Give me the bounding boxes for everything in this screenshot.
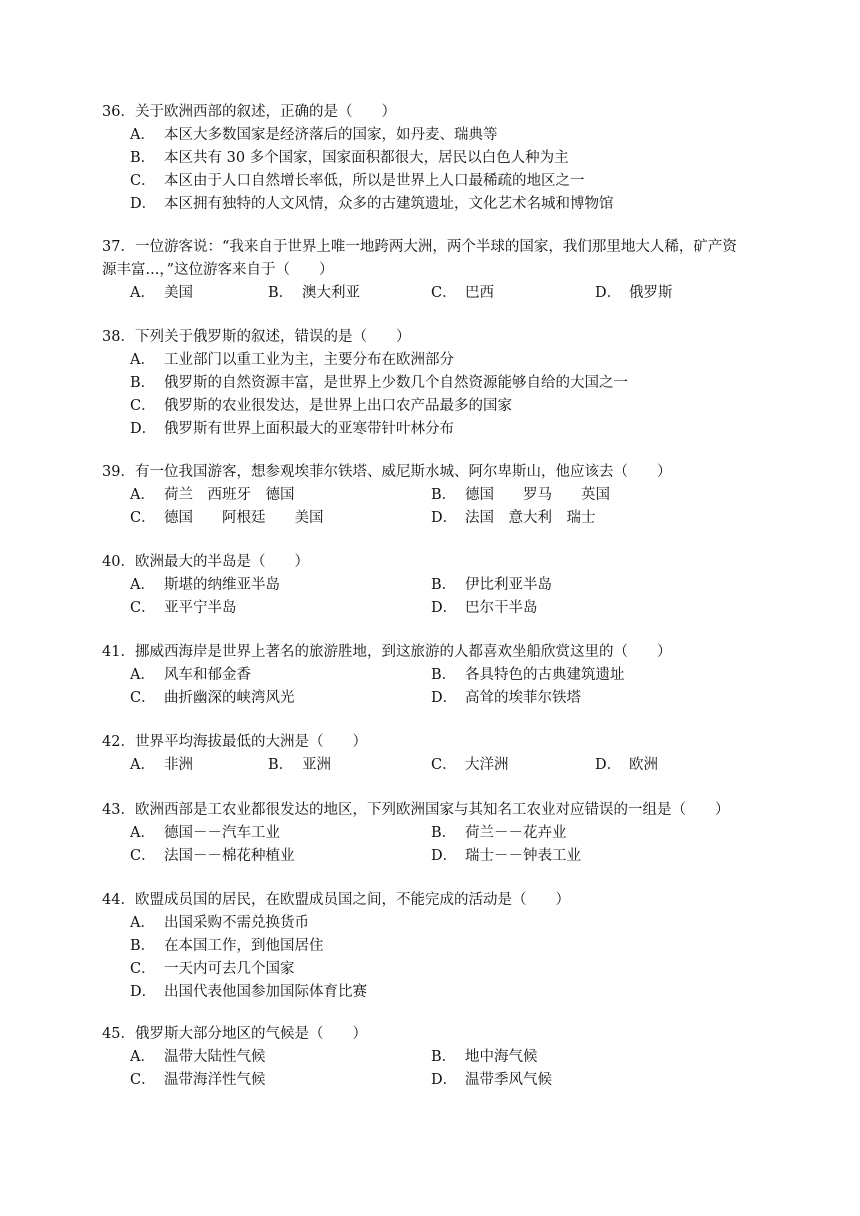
option-d <box>431 1069 552 1092</box>
options-list <box>130 349 762 441</box>
option-text: 高耸的埃菲尔铁塔 <box>465 690 581 706</box>
option-d <box>595 282 673 305</box>
option-text: 欧洲 <box>629 757 658 773</box>
option-text: 巴西 <box>465 285 494 301</box>
question-stem: 45．俄罗斯大部分地区的气候是（ ） <box>102 1026 367 1042</box>
options-row <box>130 1069 762 1092</box>
option-text: 本区大多数国家是经济落后的国家，如丹麦、瑞典等 <box>164 127 498 143</box>
option-letter: B． <box>130 150 156 166</box>
option-c <box>431 754 509 777</box>
option-letter: A． <box>130 757 155 773</box>
options-row <box>130 845 762 868</box>
option-letter: C． <box>130 510 156 526</box>
option-letter: D． <box>431 848 458 864</box>
option-text: 荷兰 西班牙 德国 <box>164 487 295 503</box>
option-text: 俄罗斯的自然资源丰富，是世界上少数几个自然资源能够自给的大国之一 <box>164 375 628 391</box>
option-text: 德国－－汽车工业 <box>164 825 280 841</box>
option-letter: B． <box>431 487 457 503</box>
option-text: 德国 罗马 英国 <box>465 487 610 503</box>
option-text: 非洲 <box>164 757 193 773</box>
option-a <box>130 349 762 372</box>
question-q39 <box>102 461 762 530</box>
option-letter: D． <box>130 421 157 437</box>
option-text: 法国－－棉花种植业 <box>164 848 295 864</box>
options-row <box>130 687 762 710</box>
question-q41 <box>102 641 762 710</box>
option-c <box>130 395 762 418</box>
option-text: 本区由于人口自然增长率低，所以是世界上人口最稀疏的地区之一 <box>164 173 585 189</box>
options-list <box>130 754 762 777</box>
option-letter: A． <box>130 577 155 593</box>
option-letter: B． <box>268 285 294 301</box>
options-list <box>130 912 762 1004</box>
question-q36 <box>102 101 762 216</box>
option-letter: D． <box>431 1072 458 1088</box>
option-letter: C． <box>130 398 156 414</box>
option-d <box>130 981 762 1004</box>
option-text: 澳大利亚 <box>302 285 360 301</box>
question-q37 <box>102 236 762 305</box>
option-text: 德国 阿根廷 美国 <box>164 510 324 526</box>
option-text: 巴尔干半岛 <box>465 600 538 616</box>
option-a <box>130 574 280 597</box>
option-d <box>130 418 762 441</box>
option-text: 伊比利亚半岛 <box>465 577 552 593</box>
options-row <box>130 574 762 597</box>
option-d <box>431 597 538 620</box>
option-d <box>130 193 762 216</box>
question-stem: 43．欧洲西部是工农业都很发达的地区，下列欧洲国家与其知名工农业对应错误的一组是（ ） <box>102 802 730 818</box>
question-stem: 38．下列关于俄罗斯的叙述，错误的是（ ） <box>102 329 411 345</box>
option-a <box>130 124 762 147</box>
option-c <box>130 170 762 193</box>
option-b <box>268 282 360 305</box>
options-row <box>130 597 762 620</box>
options-list <box>130 822 762 868</box>
option-c <box>130 845 295 868</box>
options-list <box>130 124 762 216</box>
option-letter: C． <box>431 285 457 301</box>
option-letter: C． <box>130 173 156 189</box>
question-stem: 36．关于欧洲西部的叙述，正确的是（ ） <box>102 104 396 120</box>
question-stem: 44．欧盟成员国的居民，在欧盟成员国之间，不能完成的活动是（ ） <box>102 892 570 908</box>
option-letter: C． <box>431 757 457 773</box>
option-d <box>431 845 581 868</box>
options-row <box>130 664 762 687</box>
question-q40 <box>102 551 762 620</box>
option-c <box>130 507 324 530</box>
option-text: 温带大陆性气候 <box>164 1049 266 1065</box>
option-letter: D． <box>595 757 622 773</box>
option-letter: A． <box>130 915 155 931</box>
option-b <box>431 574 552 597</box>
options-list <box>130 574 762 620</box>
question-stem: 41．挪威西海岸是世界上著名的旅游胜地，到这旅游的人都喜欢坐船欣赏这里的（ ） <box>102 644 672 660</box>
option-c <box>130 597 237 620</box>
option-b <box>431 664 625 687</box>
option-text: 美国 <box>164 285 193 301</box>
option-letter: B． <box>130 938 156 954</box>
option-text: 各具特色的古典建筑遗址 <box>465 667 625 683</box>
option-letter: D． <box>431 510 458 526</box>
option-letter: C． <box>130 600 156 616</box>
option-text: 本区共有 30 多个国家，国家面积都很大，居民以白色人种为主 <box>164 150 569 166</box>
option-text: 俄罗斯的农业很发达，是世界上出口农产品最多的国家 <box>164 398 512 414</box>
option-letter: C． <box>130 961 156 977</box>
option-c <box>130 1069 266 1092</box>
option-letter: D． <box>130 984 157 1000</box>
option-a <box>130 484 295 507</box>
option-b <box>431 1046 538 1069</box>
options-list <box>130 664 762 710</box>
option-letter: B． <box>268 757 294 773</box>
question-q42 <box>102 731 762 777</box>
option-text: 亚洲 <box>302 757 331 773</box>
option-letter: D． <box>431 690 458 706</box>
option-a <box>130 282 193 305</box>
question-stem: 源丰富...，”这位游客来自于（ ） <box>102 262 334 278</box>
option-letter: A． <box>130 1049 155 1065</box>
option-text: 斯堪的纳维亚半岛 <box>164 577 280 593</box>
options-list <box>130 484 762 530</box>
option-a <box>130 912 762 935</box>
option-c <box>130 958 762 981</box>
option-text: 荷兰－－花卉业 <box>465 825 567 841</box>
options-row <box>130 282 762 305</box>
option-c <box>130 687 295 710</box>
option-letter: B． <box>431 577 457 593</box>
question-stem: 39．有一位我国游客，想参观埃菲尔铁塔、威尼斯水城、阿尔卑斯山，他应该去（ ） <box>102 464 672 480</box>
option-letter: A． <box>130 487 155 503</box>
option-letter: C． <box>130 848 156 864</box>
option-letter: A． <box>130 285 155 301</box>
option-text: 地中海气候 <box>465 1049 538 1065</box>
option-a <box>130 822 280 845</box>
options-row <box>130 484 762 507</box>
option-b <box>268 754 331 777</box>
option-b <box>431 822 567 845</box>
option-b <box>130 147 762 170</box>
option-text: 温带海洋性气候 <box>164 1072 266 1088</box>
option-letter: B． <box>130 375 156 391</box>
option-letter: D． <box>431 600 458 616</box>
option-text: 在本国工作，到他国居住 <box>164 938 324 954</box>
option-text: 本区拥有独特的人文风情，众多的古建筑遗址，文化艺术名城和博物馆 <box>164 196 614 212</box>
option-text: 大洋洲 <box>465 757 509 773</box>
options-list <box>130 1046 762 1092</box>
option-text: 曲折幽深的峡湾风光 <box>164 690 295 706</box>
option-a <box>130 1046 266 1069</box>
option-letter: B． <box>431 667 457 683</box>
option-letter: A． <box>130 825 155 841</box>
option-letter: B． <box>431 825 457 841</box>
option-letter: D． <box>130 196 157 212</box>
option-text: 温带季风气候 <box>465 1072 552 1088</box>
question-q43 <box>102 799 762 868</box>
options-list <box>130 282 762 305</box>
option-b <box>431 484 610 507</box>
option-letter: C． <box>130 690 156 706</box>
option-c <box>431 282 494 305</box>
option-b <box>130 372 762 395</box>
question-stem: 42．世界平均海拔最低的大洲是（ ） <box>102 734 367 750</box>
options-row <box>130 507 762 530</box>
option-a <box>130 754 193 777</box>
option-text: 出国采购不需兑换货币 <box>164 915 309 931</box>
options-row <box>130 1046 762 1069</box>
option-text: 工业部门以重工业为主，主要分布在欧洲部分 <box>164 352 454 368</box>
option-letter: A． <box>130 667 155 683</box>
question-q45 <box>102 1023 762 1092</box>
option-letter: C． <box>130 1072 156 1088</box>
option-text: 法国 意大利 瑞士 <box>465 510 596 526</box>
options-row <box>130 822 762 845</box>
options-row <box>130 754 762 777</box>
option-text: 俄罗斯有世界上面积最大的亚寒带针叶林分布 <box>164 421 454 437</box>
option-text: 一天内可去几个国家 <box>164 961 295 977</box>
question-q38 <box>102 326 762 441</box>
option-text: 瑞士－－钟表工业 <box>465 848 581 864</box>
option-text: 亚平宁半岛 <box>164 600 237 616</box>
question-q44 <box>102 889 762 1004</box>
option-b <box>130 935 762 958</box>
option-text: 俄罗斯 <box>629 285 673 301</box>
question-stem: 37．一位游客说：“我来自于世界上唯一地跨两大洲，两个半球的国家，我们那里地大人稀，矿产资 <box>102 239 737 255</box>
option-letter: B． <box>431 1049 457 1065</box>
option-text: 出国代表他国参加国际体育比赛 <box>164 984 367 1000</box>
option-letter: A． <box>130 127 155 143</box>
option-d <box>431 507 596 530</box>
option-d <box>431 687 581 710</box>
option-d <box>595 754 658 777</box>
option-letter: A． <box>130 352 155 368</box>
option-letter: D． <box>595 285 622 301</box>
option-a <box>130 664 251 687</box>
option-text: 风车和郁金香 <box>164 667 251 683</box>
question-stem: 40．欧洲最大的半岛是（ ） <box>102 554 309 570</box>
